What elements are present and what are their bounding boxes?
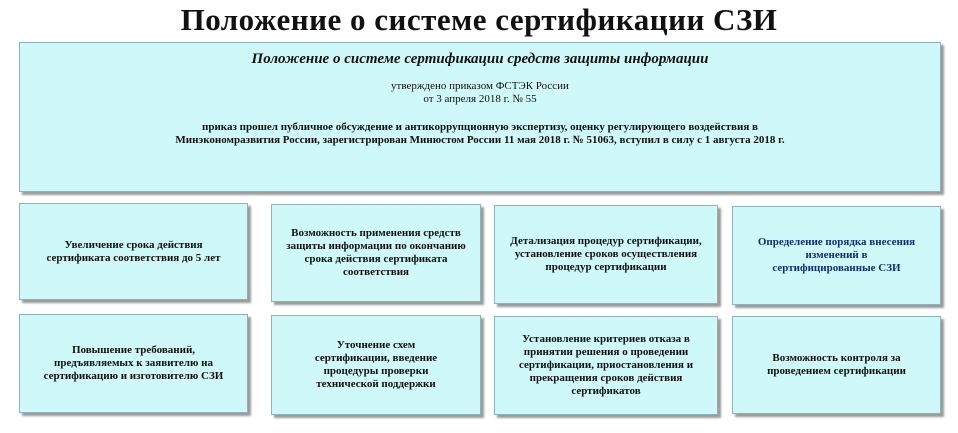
card-certificate-validity-text: Увеличение срока действия сертификата соответствия до 5 лет: [46, 238, 221, 264]
card-applicant-requirements-text: Повышение требований, предъявляемых к заявителю на сертификацию и изготовителю СЗИ: [43, 344, 224, 382]
card-certification-schemes-text: Уточнение схем сертификации, введение процедуры проверки технической поддержки: [314, 339, 438, 390]
card-use-after-expiry-text: Возможность применения средств защиты информации по окончанию срока действия сертификата соответствия: [286, 227, 466, 278]
card-certification-control-text: Возможность контроля за проведением сертификации: [767, 352, 906, 377]
card-refusal-criteria: [494, 316, 718, 415]
approval-line-2: от 3 апреля 2018 г. № 55: [423, 93, 537, 105]
card-certification-control: [732, 316, 941, 414]
registration-note-line-1: приказ прошел публичное обсуждение и антикоррупционную экспертизу, оценку регулирующего воздействия в: [202, 121, 758, 133]
card-applicant-requirements: [19, 314, 248, 413]
main-heading: Положение о системе сертификации средств защиты информации: [251, 51, 709, 67]
registration-note: [175, 121, 784, 147]
approval-info: [391, 80, 569, 106]
main-info-box: [19, 42, 941, 192]
card-use-after-expiry: [271, 204, 481, 302]
card-change-procedure-text: Определение порядка внесения изменений в сертифицированные СЗИ: [757, 236, 916, 274]
registration-note-line-2: Минэкономразвития России, зарегистрирован Минюстом России 11 мая 2018 г. № 51063, вступил в силу с 1 августа 2018 г.: [175, 134, 785, 146]
card-procedure-detailing: [494, 205, 718, 304]
card-refusal-criteria-text: Установление критериев отказа в принятии решения о проведении сертификации, приостановления и прекращения сроков действия сертификатов: [518, 333, 694, 397]
card-change-procedure: [732, 206, 941, 305]
card-procedure-detailing-text: Детализация процедур сертификации, установление сроков осуществления процедур сертификации: [510, 235, 702, 273]
approval-line-1: утверждено приказом ФСТЭК России: [391, 80, 569, 92]
card-certification-schemes: [271, 315, 481, 415]
page-title: Положение о системе сертификации СЗИ: [180, 2, 778, 37]
card-certificate-validity: [19, 203, 248, 300]
